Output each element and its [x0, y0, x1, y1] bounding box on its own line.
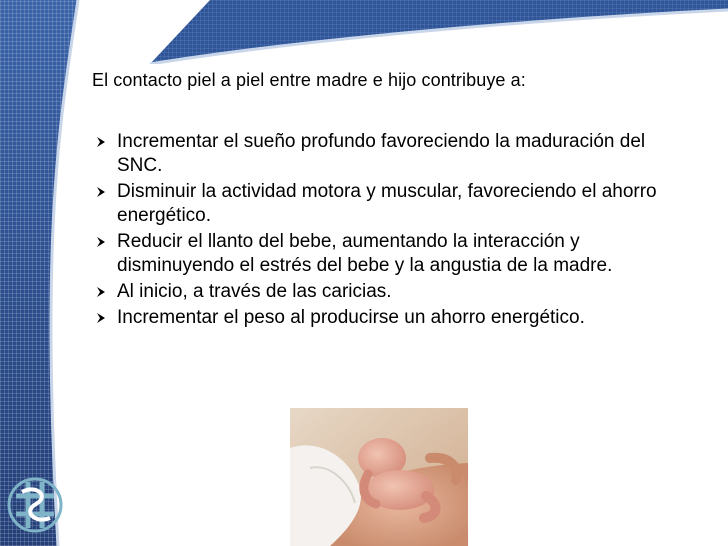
arrow-bullet-icon	[95, 236, 107, 248]
bullet-text: Al inicio, a través de las caricias.	[117, 281, 392, 302]
arrow-bullet-icon	[95, 186, 107, 198]
health-logo-icon	[6, 474, 64, 536]
list-item	[95, 280, 695, 304]
arrow-bullet-icon	[95, 136, 107, 148]
list-item	[95, 180, 695, 228]
slide-heading: El contacto piel a piel entre madre e hijo contribuye a:	[92, 70, 526, 90]
bullet-text: Incrementar el peso al producirse un ahorro energético.	[117, 307, 585, 328]
arrow-bullet-icon	[95, 312, 107, 324]
top-decorative-band	[0, 0, 728, 64]
newborn-skin-to-skin-photo	[290, 408, 468, 546]
list-item	[95, 306, 695, 330]
bullet-text: Incrementar el sueño profundo favoreciendo la maduración del SNC.	[117, 131, 646, 176]
list-item	[95, 230, 695, 278]
arrow-bullet-icon	[95, 286, 107, 298]
bullet-list	[95, 130, 695, 332]
bullet-text: Disminuir la actividad motora y muscular, favoreciendo el ahorro energético.	[117, 181, 657, 226]
list-item	[95, 130, 695, 178]
bullet-text: Reducir el llanto del bebe, aumentando la interacción y disminuyendo el estrés del bebe y la angustia de la madre.	[117, 231, 613, 276]
